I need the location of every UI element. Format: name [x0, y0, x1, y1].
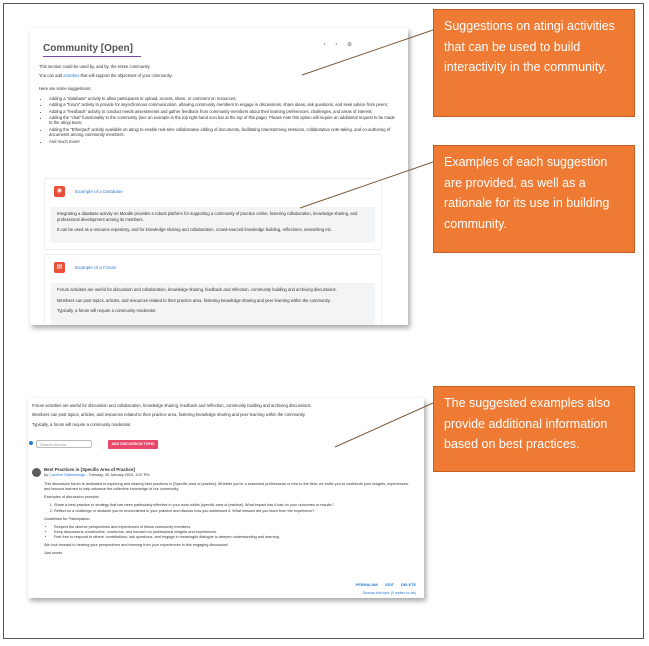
list-item: • Adding the "Etherpad" activity available on atingi to enable real-time collaborative editing of documents, facilitating brainstorming sessions, collaborative note-taking, and co-authoring of documents among community members.: [49, 127, 399, 138]
post-meta: by Caroline Ratteewingh - Tuesday, 30 January 2024, 3:37 PM: [44, 473, 150, 477]
list-item: • Adding a "database" activity to allow participants to upload, access, share, or comment on resources;: [49, 96, 399, 102]
forum-example-body: Forum activities are useful for discussion and collaboration, knowledge sharing, feedback and reflection, community building and archiving discussions. Members can post topics, articles, and resources related to their practice area, fostering knowledge sharing and peer learning within the community. Typically, a forum will require a community moderator.: [51, 283, 375, 325]
list-item: • Respect the diverse perspectives and experiences of fellow community members.: [54, 525, 414, 530]
list-item: 2. Reflect on a challenge or obstacle you've encountered in your practice and discuss how you addressed it. What lessons did you learn from the experience?: [54, 509, 414, 514]
list-item: • Feel free to respond to others' contributions, ask questions, and engage in meaningful dialogue to deepen understanding and learning.: [54, 535, 414, 540]
intro-text-activities: You can add activities that will support the objectives of your community.: [39, 73, 173, 78]
section-nav-buttons[interactable]: ‹ › ⊕: [323, 42, 356, 48]
database-icon: ◉: [54, 186, 65, 197]
callout-best-practices: The suggested examples also provide additional information based on best practices.: [433, 386, 635, 472]
forum-description-line: Forum activities are useful for discussion and collaboration, knowledge sharing, feedback and reflection, community building and archiving discussions.: [32, 403, 312, 408]
list-item: • Adding a "feedback" activity to conduct needs assessments and gather feedback from community members about their learning preferences, challenges, and areas of interest;: [49, 109, 399, 115]
list-item: • Adding a "forum" activity to provide for asynchronous communication, allowing community members to engage in discussions, share ideas, ask questions, and seek advice from peers;: [49, 102, 399, 108]
add-discussion-topic-button[interactable]: ADD DISCUSSION TOPIC: [108, 440, 158, 449]
page-title: Community [Open]: [43, 43, 133, 54]
search-forums-input[interactable]: Search forums: [36, 440, 92, 448]
discuss-topic-link[interactable]: Discuss this topic (0 replies so far): [362, 591, 416, 595]
list-item: • Adding the "chat" functionality to the community (see an example in the top right-hand icon bar at the top of this page). Please note this option will require an additional request to be made to the atingi team;: [49, 115, 399, 126]
forum-example-link[interactable]: Example of a Forum: [75, 265, 117, 270]
connector-line: [335, 403, 433, 447]
suggestions-intro: Here are some suggestions:: [39, 86, 92, 91]
edit-link[interactable]: EDIT: [385, 583, 394, 587]
connector-line: [302, 30, 433, 75]
activities-link[interactable]: activities: [63, 73, 80, 78]
delete-link[interactable]: DELETE: [401, 583, 416, 587]
permalink-link[interactable]: PERMALINK: [355, 583, 379, 587]
connector-line: [300, 162, 433, 208]
forum-icon: ▤: [54, 262, 65, 273]
list-item: 1. Share a best practice or strategy that has been particularly effective in your work within [specific area of practice]. What impact has it had on your outcomes or results?: [54, 503, 414, 508]
database-example-link[interactable]: Example of a Database: [75, 189, 123, 194]
callout-suggestions: Suggestions on atingi activities that can be used to build interactivity in the community.: [433, 9, 635, 117]
forum-description-line: Typically, a forum will require a community moderator.: [32, 422, 132, 427]
post-body: This discussion forum is dedicated to exploring and sharing best practices in [Specific area of practice]. Whether you're a seasoned professional or new to the field, we invite you to contribute your insights, experiences, and lessons learned to help advance the collective knowledge of our community. Examples of discussion prompts: 1. Share a best practice or strategy that has been particularly effective in your work within [specific area of practice]. What impact has it had on your outcomes or results? 2. Reflect on a challenge or obstacle you've encountered in your practice and discuss how you addressed it. What lessons did you learn from the experience? Guidelines for Participation: • Respect the diverse perspectives and experiences of fellow community members. • Keep discussions constructive, courteous, and focused on professional insights and experiences. • Feel free to respond to others' contributions, ask questions, and engage in meaningful dialogue to deepen understanding and learning. We look forward to hearing your perspectives and learning from your experiences in this engaging discussion! Just words: [44, 482, 414, 559]
post-author-link[interactable]: Caroline Ratteewingh: [49, 473, 86, 477]
forum-description-line: Members can post topics, articles, and resources related to their practice area, fostering knowledge sharing and peer learning within the community.: [32, 412, 306, 417]
callout-examples: Examples of each suggestion are provided, as well as a rationale for its use in building community.: [433, 145, 635, 253]
database-example-body: Integrating a database activity on Moodle provides a robust platform for supporting a community of practice online, fostering collaboration, knowledge sharing, and professional development among its members. It can be used as a resource repository, and for knowledge sharing and collaboration, crowd-sourced knowledge building, reflections, networking etc.: [51, 207, 375, 243]
intro-text: This section could be used by, and by, the entire community.: [39, 64, 151, 69]
list-item: • Keep discussions constructive, courteous, and focused on professional insights and experiences.: [54, 530, 414, 535]
post-title: Best Practices in [Specific Area of Practice]: [44, 467, 135, 472]
list-item: • And much more!: [49, 139, 399, 145]
